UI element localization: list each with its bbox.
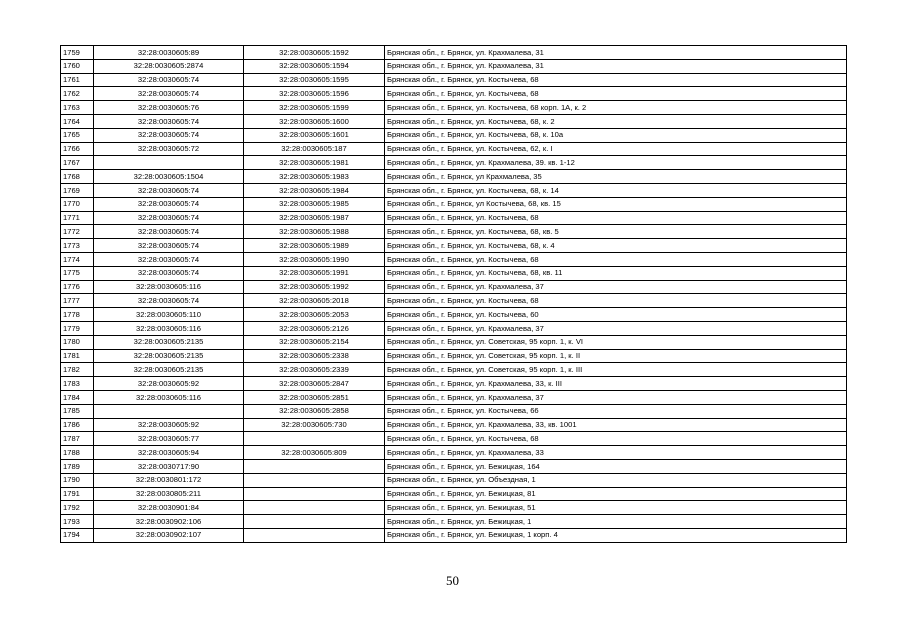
table-row bbox=[61, 446, 847, 460]
building-cadastral-number-cell bbox=[244, 487, 385, 501]
address-cell: Брянская обл., г. Брянск, ул. Бежицкая, 1 bbox=[385, 515, 847, 529]
row-number-cell: 1761 bbox=[61, 73, 94, 87]
building-cadastral-number-cell bbox=[244, 528, 385, 542]
land-parcel-cadastral-number-cell: 32:28:0030605:116 bbox=[94, 321, 244, 335]
address-cell: Брянская обл., г. Брянск, ул. Крахмалева, 33 bbox=[385, 446, 847, 460]
row-number-cell: 1769 bbox=[61, 183, 94, 197]
row-number-cell: 1764 bbox=[61, 114, 94, 128]
address-cell: Брянская обл., г. Брянск, ул. Костычева, 68, к. 2 bbox=[385, 114, 847, 128]
address-cell: Брянская обл., г. Брянск, ул. Крахмалева, 33, кв. 1001 bbox=[385, 418, 847, 432]
building-cadastral-number-cell: 32:28:0030605:1595 bbox=[244, 73, 385, 87]
address-cell: Брянская обл., г. Брянск, ул. Крахмалева, 37 bbox=[385, 280, 847, 294]
table-row bbox=[61, 404, 847, 418]
table-row bbox=[61, 321, 847, 335]
page-number: 50 bbox=[446, 573, 459, 588]
building-cadastral-number-cell bbox=[244, 501, 385, 515]
address-cell: Брянская обл., г. Брянск, ул. Костычева, 68, к. 4 bbox=[385, 239, 847, 253]
row-number-cell: 1770 bbox=[61, 197, 94, 211]
table-row bbox=[61, 128, 847, 142]
land-parcel-cadastral-number-cell: 32:28:0030605:92 bbox=[94, 377, 244, 391]
address-cell: Брянская обл., г. Брянск, ул. Советская, 95 корп. 1, к. VI bbox=[385, 335, 847, 349]
address-cell: Брянская обл., г. Брянск, ул. Костычева, 68, кв. 5 bbox=[385, 225, 847, 239]
land-parcel-cadastral-number-cell: 32:28:0030901:84 bbox=[94, 501, 244, 515]
building-cadastral-number-cell: 32:28:0030605:2338 bbox=[244, 349, 385, 363]
row-number-cell: 1786 bbox=[61, 418, 94, 432]
table-row bbox=[61, 225, 847, 239]
row-number-cell: 1788 bbox=[61, 446, 94, 460]
row-number-cell: 1784 bbox=[61, 390, 94, 404]
row-number-cell: 1787 bbox=[61, 432, 94, 446]
row-number-cell: 1794 bbox=[61, 528, 94, 542]
table-row bbox=[61, 473, 847, 487]
land-parcel-cadastral-number-cell: 32:28:0030805:211 bbox=[94, 487, 244, 501]
building-cadastral-number-cell: 32:28:0030605:2339 bbox=[244, 363, 385, 377]
table-row bbox=[61, 114, 847, 128]
land-parcel-cadastral-number-cell: 32:28:0030605:74 bbox=[94, 73, 244, 87]
land-parcel-cadastral-number-cell: 32:28:0030801:172 bbox=[94, 473, 244, 487]
table-row bbox=[61, 211, 847, 225]
land-parcel-cadastral-number-cell: 32:28:0030605:74 bbox=[94, 225, 244, 239]
row-number-cell: 1783 bbox=[61, 377, 94, 391]
land-parcel-cadastral-number-cell: 32:28:0030605:76 bbox=[94, 101, 244, 115]
row-number-cell: 1762 bbox=[61, 87, 94, 101]
table-row bbox=[61, 156, 847, 170]
land-parcel-cadastral-number-cell: 32:28:0030605:74 bbox=[94, 87, 244, 101]
building-cadastral-number-cell: 32:28:0030605:1984 bbox=[244, 183, 385, 197]
land-parcel-cadastral-number-cell: 32:28:0030605:116 bbox=[94, 390, 244, 404]
address-cell: Брянская обл., г. Брянск, ул. Костычева, 68 bbox=[385, 211, 847, 225]
table-row bbox=[61, 183, 847, 197]
building-cadastral-number-cell: 32:28:0030605:187 bbox=[244, 142, 385, 156]
address-cell: Брянская обл., г. Брянск, ул. Объездная, 1 bbox=[385, 473, 847, 487]
table-row bbox=[61, 239, 847, 253]
building-cadastral-number-cell: 32:28:0030605:2851 bbox=[244, 390, 385, 404]
land-parcel-cadastral-number-cell bbox=[94, 404, 244, 418]
table-row bbox=[61, 501, 847, 515]
address-cell: Брянская обл., г. Брянск, ул. Бежицкая, 51 bbox=[385, 501, 847, 515]
building-cadastral-number-cell: 32:28:0030605:2053 bbox=[244, 308, 385, 322]
row-number-cell: 1773 bbox=[61, 239, 94, 253]
row-number-cell: 1768 bbox=[61, 170, 94, 184]
row-number-cell: 1792 bbox=[61, 501, 94, 515]
row-number-cell: 1790 bbox=[61, 473, 94, 487]
building-cadastral-number-cell: 32:28:0030605:1596 bbox=[244, 87, 385, 101]
table-row bbox=[61, 101, 847, 115]
row-number-cell: 1771 bbox=[61, 211, 94, 225]
address-cell: Брянская обл., г. Брянск, ул. Костычева, 68 bbox=[385, 87, 847, 101]
building-cadastral-number-cell: 32:28:0030605:1983 bbox=[244, 170, 385, 184]
row-number-cell: 1791 bbox=[61, 487, 94, 501]
row-number-cell: 1793 bbox=[61, 515, 94, 529]
address-cell: Брянская обл., г. Брянск, ул. Костычева, 68 bbox=[385, 73, 847, 87]
building-cadastral-number-cell: 32:28:0030605:2858 bbox=[244, 404, 385, 418]
building-cadastral-number-cell: 32:28:0030605:1599 bbox=[244, 101, 385, 115]
building-cadastral-number-cell: 32:28:0030605:809 bbox=[244, 446, 385, 460]
row-number-cell: 1785 bbox=[61, 404, 94, 418]
address-cell: Брянская обл., г. Брянск, ул. Крахмалева, 37 bbox=[385, 321, 847, 335]
row-number-cell: 1765 bbox=[61, 128, 94, 142]
land-parcel-cadastral-number-cell: 32:28:0030605:2135 bbox=[94, 335, 244, 349]
address-cell: Брянская обл., г. Брянск, ул. Костычева, 68, к. 10а bbox=[385, 128, 847, 142]
building-cadastral-number-cell: 32:28:0030605:1990 bbox=[244, 252, 385, 266]
row-number-cell: 1779 bbox=[61, 321, 94, 335]
address-cell: Брянская обл., г. Брянск, ул. Костычева, 68 bbox=[385, 252, 847, 266]
address-cell: Брянская обл., г. Брянск, ул. Крахмалева, 37 bbox=[385, 390, 847, 404]
address-cell: Брянская обл., г. Брянск, ул. Костычева, 68 bbox=[385, 432, 847, 446]
land-parcel-cadastral-number-cell: 32:28:0030605:2135 bbox=[94, 363, 244, 377]
address-cell: Брянская обл., г. Брянск, ул. Советская, 95 корп. 1, к. II bbox=[385, 349, 847, 363]
address-cell: Брянская обл., г. Брянск, ул. Советская, 95 корп. 1, к. III bbox=[385, 363, 847, 377]
table-row bbox=[61, 363, 847, 377]
building-cadastral-number-cell bbox=[244, 473, 385, 487]
table-row bbox=[61, 73, 847, 87]
building-cadastral-number-cell: 32:28:0030605:2018 bbox=[244, 294, 385, 308]
row-number-cell: 1760 bbox=[61, 59, 94, 73]
row-number-cell: 1759 bbox=[61, 46, 94, 60]
address-cell: Брянская обл., г. Брянск, ул. Костычева, 68, кв. 11 bbox=[385, 266, 847, 280]
building-cadastral-number-cell: 32:28:0030605:1592 bbox=[244, 46, 385, 60]
building-cadastral-number-cell bbox=[244, 459, 385, 473]
address-cell: Брянская обл., г. Брянск, ул. Костычева, 68, к. 14 bbox=[385, 183, 847, 197]
land-parcel-cadastral-number-cell: 32:28:0030605:77 bbox=[94, 432, 244, 446]
building-cadastral-number-cell: 32:28:0030605:1981 bbox=[244, 156, 385, 170]
building-cadastral-number-cell: 32:28:0030605:2847 bbox=[244, 377, 385, 391]
building-cadastral-number-cell: 32:28:0030605:1988 bbox=[244, 225, 385, 239]
table-row bbox=[61, 46, 847, 60]
land-parcel-cadastral-number-cell: 32:28:0030902:107 bbox=[94, 528, 244, 542]
table-row bbox=[61, 349, 847, 363]
land-parcel-cadastral-number-cell: 32:28:0030605:74 bbox=[94, 239, 244, 253]
address-cell: Брянская обл., г. Брянск, ул. Крахмалева, 31 bbox=[385, 46, 847, 60]
land-parcel-cadastral-number-cell: 32:28:0030605:74 bbox=[94, 183, 244, 197]
registry-table-body bbox=[61, 46, 847, 543]
table-row bbox=[61, 142, 847, 156]
table-row bbox=[61, 487, 847, 501]
building-cadastral-number-cell: 32:28:0030605:730 bbox=[244, 418, 385, 432]
table-row bbox=[61, 528, 847, 542]
address-cell: Брянская обл., г. Брянск, ул Крахмалева, 35 bbox=[385, 170, 847, 184]
row-number-cell: 1772 bbox=[61, 225, 94, 239]
row-number-cell: 1766 bbox=[61, 142, 94, 156]
land-parcel-cadastral-number-cell: 32:28:0030605:72 bbox=[94, 142, 244, 156]
registry-table bbox=[60, 45, 847, 543]
row-number-cell: 1780 bbox=[61, 335, 94, 349]
land-parcel-cadastral-number-cell: 32:28:0030605:74 bbox=[94, 266, 244, 280]
building-cadastral-number-cell: 32:28:0030605:2126 bbox=[244, 321, 385, 335]
address-cell: Брянская обл., г. Брянск, ул. Бежицкая, 164 bbox=[385, 459, 847, 473]
row-number-cell: 1789 bbox=[61, 459, 94, 473]
row-number-cell: 1777 bbox=[61, 294, 94, 308]
land-parcel-cadastral-number-cell: 32:28:0030605:110 bbox=[94, 308, 244, 322]
table-row bbox=[61, 418, 847, 432]
building-cadastral-number-cell: 32:28:0030605:1601 bbox=[244, 128, 385, 142]
row-number-cell: 1781 bbox=[61, 349, 94, 363]
building-cadastral-number-cell bbox=[244, 432, 385, 446]
row-number-cell: 1782 bbox=[61, 363, 94, 377]
table-row bbox=[61, 252, 847, 266]
land-parcel-cadastral-number-cell: 32:28:0030605:74 bbox=[94, 252, 244, 266]
address-cell: Брянская обл., г. Брянск, ул. Бежицкая, 81 bbox=[385, 487, 847, 501]
building-cadastral-number-cell: 32:28:0030605:1992 bbox=[244, 280, 385, 294]
row-number-cell: 1778 bbox=[61, 308, 94, 322]
table-row bbox=[61, 87, 847, 101]
land-parcel-cadastral-number-cell: 32:28:0030605:1504 bbox=[94, 170, 244, 184]
address-cell: Брянская обл., г. Брянск, ул. Крахмалева, 33, к. III bbox=[385, 377, 847, 391]
table-row bbox=[61, 197, 847, 211]
address-cell: Брянская обл., г. Брянск, ул. Костычева, 62, к. I bbox=[385, 142, 847, 156]
table-row bbox=[61, 308, 847, 322]
building-cadastral-number-cell: 32:28:0030605:1991 bbox=[244, 266, 385, 280]
land-parcel-cadastral-number-cell: 32:28:0030605:74 bbox=[94, 197, 244, 211]
address-cell: Брянская обл., г. Брянск, ул Костычева, 68, кв. 15 bbox=[385, 197, 847, 211]
building-cadastral-number-cell: 32:28:0030605:1600 bbox=[244, 114, 385, 128]
row-number-cell: 1776 bbox=[61, 280, 94, 294]
address-cell: Брянская обл., г. Брянск, ул. Костычева, 66 bbox=[385, 404, 847, 418]
address-cell: Брянская обл., г. Брянск, ул. Крахмалева, 31 bbox=[385, 59, 847, 73]
land-parcel-cadastral-number-cell: 32:28:0030605:89 bbox=[94, 46, 244, 60]
land-parcel-cadastral-number-cell: 32:28:0030605:74 bbox=[94, 114, 244, 128]
row-number-cell: 1775 bbox=[61, 266, 94, 280]
address-cell: Брянская обл., г. Брянск, ул. Костычева, 68 корп. 1А, к. 2 bbox=[385, 101, 847, 115]
table-row bbox=[61, 266, 847, 280]
row-number-cell: 1767 bbox=[61, 156, 94, 170]
land-parcel-cadastral-number-cell: 32:28:0030605:74 bbox=[94, 211, 244, 225]
land-parcel-cadastral-number-cell bbox=[94, 156, 244, 170]
land-parcel-cadastral-number-cell: 32:28:0030605:2135 bbox=[94, 349, 244, 363]
table-row bbox=[61, 459, 847, 473]
land-parcel-cadastral-number-cell: 32:28:0030902:106 bbox=[94, 515, 244, 529]
table-row bbox=[61, 390, 847, 404]
land-parcel-cadastral-number-cell: 32:28:0030605:92 bbox=[94, 418, 244, 432]
land-parcel-cadastral-number-cell: 32:28:0030605:116 bbox=[94, 280, 244, 294]
land-parcel-cadastral-number-cell: 32:28:0030605:74 bbox=[94, 294, 244, 308]
table-row bbox=[61, 377, 847, 391]
address-cell: Брянская обл., г. Брянск, ул. Бежицкая, 1 корп. 4 bbox=[385, 528, 847, 542]
building-cadastral-number-cell: 32:28:0030605:1989 bbox=[244, 239, 385, 253]
row-number-cell: 1763 bbox=[61, 101, 94, 115]
table-row bbox=[61, 280, 847, 294]
building-cadastral-number-cell: 32:28:0030605:2154 bbox=[244, 335, 385, 349]
table-row bbox=[61, 294, 847, 308]
building-cadastral-number-cell: 32:28:0030605:1594 bbox=[244, 59, 385, 73]
address-cell: Брянская обл., г. Брянск, ул. Костычева, 68 bbox=[385, 294, 847, 308]
land-parcel-cadastral-number-cell: 32:28:0030605:2874 bbox=[94, 59, 244, 73]
building-cadastral-number-cell bbox=[244, 515, 385, 529]
land-parcel-cadastral-number-cell: 32:28:0030605:74 bbox=[94, 128, 244, 142]
table-row bbox=[61, 432, 847, 446]
address-cell: Брянская обл., г. Брянск, ул. Костычева, 60 bbox=[385, 308, 847, 322]
table-row bbox=[61, 59, 847, 73]
address-cell: Брянская обл., г. Брянск, ул. Крахмалева, 39. кв. 1-12 bbox=[385, 156, 847, 170]
table-row bbox=[61, 170, 847, 184]
land-parcel-cadastral-number-cell: 32:28:0030605:94 bbox=[94, 446, 244, 460]
table-row bbox=[61, 515, 847, 529]
building-cadastral-number-cell: 32:28:0030605:1987 bbox=[244, 211, 385, 225]
table-row bbox=[61, 335, 847, 349]
building-cadastral-number-cell: 32:28:0030605:1985 bbox=[244, 197, 385, 211]
row-number-cell: 1774 bbox=[61, 252, 94, 266]
land-parcel-cadastral-number-cell: 32:28:0030717:90 bbox=[94, 459, 244, 473]
